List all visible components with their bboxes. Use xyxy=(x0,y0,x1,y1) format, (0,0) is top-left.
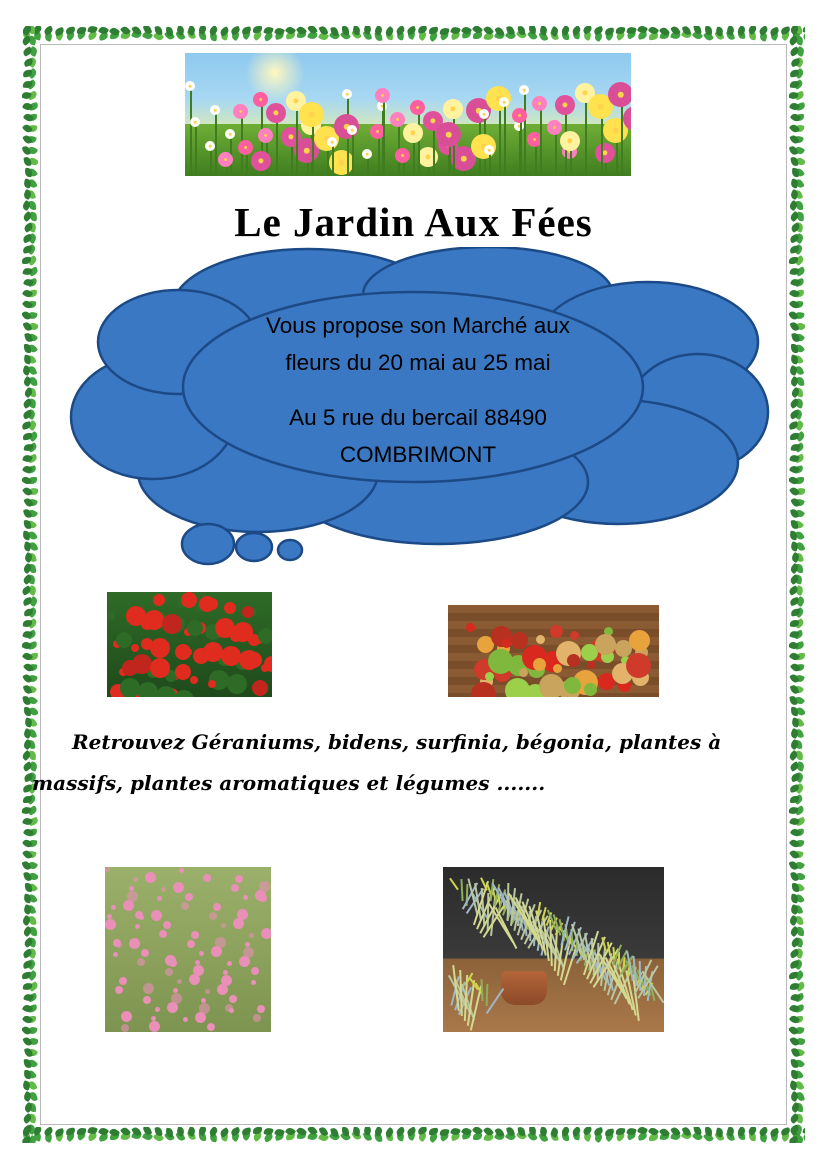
ivy-leaf xyxy=(791,707,798,716)
flower-bloom xyxy=(403,123,423,143)
gaura-bloom xyxy=(205,989,210,994)
flower-stem xyxy=(540,104,542,177)
gaura-bloom xyxy=(121,1011,132,1022)
vegetable-item xyxy=(629,630,650,651)
geranium-bloom xyxy=(215,618,235,638)
geranium-bloom xyxy=(218,674,230,686)
gaura-bloom xyxy=(235,875,243,883)
gaura-bloom xyxy=(135,924,140,929)
gaura-bloom xyxy=(143,996,151,1004)
gaura-bloom xyxy=(165,968,173,976)
geranium-bloom xyxy=(252,680,268,696)
flower-bloom xyxy=(512,108,527,123)
ivy-leaf xyxy=(219,1127,230,1137)
geranium-bloom xyxy=(258,628,272,644)
gaura-bloom xyxy=(105,919,116,930)
ivy-leaf xyxy=(23,894,31,904)
geranium-bloom xyxy=(131,644,139,652)
flower-stem xyxy=(352,130,354,176)
geranium-bloom xyxy=(208,680,216,688)
flower-bloom xyxy=(185,81,195,91)
ivy-leaf xyxy=(705,26,712,35)
gaura-bloom xyxy=(253,1014,261,1022)
gaura-bloom xyxy=(177,979,182,984)
gaura-bloom xyxy=(229,995,237,1003)
gaura-bloom xyxy=(199,1003,210,1014)
ivy-leaf xyxy=(705,1127,712,1136)
cloud-line-3: Au 5 rue du bercail 88490 xyxy=(289,405,547,430)
flower-bloom xyxy=(410,100,425,115)
flower-bloom xyxy=(499,97,509,107)
gaura-bloom xyxy=(261,928,271,939)
geranium-bloom xyxy=(221,646,241,666)
red-geranium-image xyxy=(107,592,272,697)
gaura-bloom xyxy=(221,975,232,986)
gaura-bloom xyxy=(179,868,184,873)
ivy-leaf xyxy=(219,26,230,36)
flower-bloom xyxy=(555,95,575,115)
gaura-bloom xyxy=(173,882,184,893)
ivy-leaf xyxy=(43,1127,54,1137)
flower-bloom xyxy=(210,105,220,115)
gaura-bloom xyxy=(251,967,259,975)
flower-bloom xyxy=(532,96,547,111)
vegetable-item xyxy=(519,668,528,677)
geranium-bloom xyxy=(150,658,170,678)
gaura-bloom xyxy=(231,884,239,892)
geranium-bloom xyxy=(132,654,152,674)
geranium-bloom xyxy=(227,674,247,694)
vegetable-item xyxy=(533,658,546,671)
flower-stem xyxy=(585,93,587,176)
ivy-leaf xyxy=(342,26,349,35)
flower-stem xyxy=(520,116,522,177)
grass-blade xyxy=(449,878,459,891)
gaura-bloom xyxy=(139,915,144,920)
gaura-bloom xyxy=(171,993,182,1004)
vegetable-item xyxy=(539,674,564,697)
gaura-bloom xyxy=(149,1021,160,1032)
flower-stem xyxy=(195,122,197,176)
flower-bloom xyxy=(608,82,631,107)
plants-list-text xyxy=(32,722,752,804)
geranium-bloom xyxy=(138,682,158,697)
flower-stem xyxy=(383,96,385,177)
gaura-bloom xyxy=(143,983,154,994)
ivy-leaf xyxy=(791,883,798,892)
plants-list-line-1: Retrouvez Géraniums, bidens, surfinia, bégonia, plantes à xyxy=(72,730,722,754)
flower-stem xyxy=(296,101,298,176)
flower-stem xyxy=(504,102,506,176)
flower-stem xyxy=(332,142,334,176)
ivy-leaf xyxy=(790,894,798,904)
gaura-bloom xyxy=(229,1008,234,1013)
gaura-bloom xyxy=(115,986,123,994)
geranium-bloom xyxy=(224,602,236,614)
vegetable-item xyxy=(626,653,651,678)
geranium-bloom xyxy=(233,622,253,642)
border-ivy-top xyxy=(22,26,805,42)
gaura-bloom xyxy=(129,938,140,949)
cloud-text-block xyxy=(178,307,658,473)
flower-bloom xyxy=(436,122,461,147)
geranium-bloom xyxy=(144,610,164,630)
geranium-bloom xyxy=(190,676,198,684)
flower-stem xyxy=(190,86,192,176)
cloud-line-1: Vous propose son Marché aux xyxy=(266,313,570,338)
banner-flower-meadow-image xyxy=(185,53,631,176)
geranium-bloom xyxy=(184,648,192,656)
gaura-bloom xyxy=(163,921,171,929)
gaura-bloom xyxy=(209,912,217,920)
geranium-bloom xyxy=(116,632,132,648)
vegetable-item xyxy=(584,683,597,696)
geranium-bloom xyxy=(153,594,165,606)
ivy-leaf xyxy=(24,717,33,727)
vegetable-basket-image xyxy=(448,605,659,697)
gaura-bloom xyxy=(227,961,232,966)
flower-bloom xyxy=(560,131,580,151)
flower-bloom xyxy=(251,151,271,171)
page-title: Le Jardin Aux Fées xyxy=(234,199,593,245)
gaura-bloom xyxy=(111,905,116,910)
gaura-bloom xyxy=(133,877,138,882)
ivy-leaf xyxy=(23,1059,31,1069)
border-ivy-left xyxy=(22,26,38,1143)
gaura-bloom xyxy=(105,867,110,872)
gaura-bloom xyxy=(151,910,162,921)
gaura-bloom xyxy=(145,872,156,883)
vegetable-item xyxy=(564,677,581,694)
flower-bloom xyxy=(443,99,463,119)
ivy-leaf xyxy=(43,26,54,36)
vegetable-item xyxy=(570,631,579,640)
gaura-bloom xyxy=(119,977,127,985)
terracotta-pot xyxy=(501,971,547,1005)
gaura-bloom xyxy=(161,887,166,892)
geranium-bloom xyxy=(199,596,215,612)
geranium-bloom xyxy=(141,638,153,650)
gaura-bloom xyxy=(221,923,226,928)
grass-blade xyxy=(460,879,463,901)
flower-bloom xyxy=(595,143,615,163)
geranium-bloom xyxy=(107,612,115,620)
ivy-leaf xyxy=(166,26,173,35)
ivy-leaf xyxy=(342,1127,349,1136)
ornamental-grasses-image xyxy=(443,867,664,1032)
flower-bloom xyxy=(362,149,372,159)
gaura-bloom xyxy=(155,1007,160,1012)
ivy-leaf xyxy=(791,717,800,727)
gaura-bloom xyxy=(113,952,118,957)
gaura-bloom xyxy=(191,931,199,939)
flower-bloom xyxy=(253,92,268,107)
flower-bloom xyxy=(238,140,253,155)
flower-stem xyxy=(215,110,217,176)
flower-bloom xyxy=(347,125,357,135)
ivy-leaf xyxy=(791,344,798,353)
geranium-bloom xyxy=(239,650,259,670)
gaura-bloom xyxy=(185,893,193,901)
flower-bloom xyxy=(375,88,390,103)
vegetable-item xyxy=(466,623,475,632)
flower-bloom xyxy=(299,102,324,127)
geranium-bloom xyxy=(203,642,223,662)
geranium-bloom xyxy=(181,592,197,608)
border-ivy-bottom xyxy=(22,1127,805,1143)
ivy-leaf xyxy=(791,168,798,177)
flower-bloom xyxy=(395,148,410,163)
geranium-bloom xyxy=(187,620,203,636)
gaura-bloom xyxy=(251,980,256,985)
flower-bloom xyxy=(484,145,494,155)
gaura-bloom xyxy=(193,965,204,976)
gaura-bloom xyxy=(215,937,226,948)
gaura-bloom xyxy=(203,874,211,882)
vegetable-item xyxy=(505,678,530,697)
ivy-leaf xyxy=(24,707,31,716)
gaura-bloom xyxy=(127,891,138,902)
vegetable-item xyxy=(567,654,580,667)
flower-bloom xyxy=(390,112,405,127)
cloud-line-2: fleurs du 20 mai au 25 mai xyxy=(285,350,551,375)
geranium-bloom xyxy=(107,592,115,600)
grass-blade xyxy=(480,979,483,1001)
gaura-bloom xyxy=(137,958,145,966)
gaura-bloom xyxy=(183,1017,188,1022)
flower-bloom xyxy=(342,89,352,99)
flower-bloom xyxy=(266,103,286,123)
flower-bloom xyxy=(190,117,200,127)
ivy-leaf xyxy=(166,1127,173,1136)
flower-bloom xyxy=(233,104,248,119)
geranium-bloom xyxy=(150,638,170,658)
flower-bloom xyxy=(519,85,529,95)
gaura-bloom xyxy=(121,1024,129,1032)
vegetable-item xyxy=(485,672,494,681)
gaura-bloom xyxy=(249,933,254,938)
plants-list-line-2: massifs, plantes aromatiques et légumes ....... xyxy=(32,771,546,795)
ivy-leaf xyxy=(24,883,31,892)
gaura-bloom xyxy=(243,947,254,958)
vegetable-item xyxy=(536,635,545,644)
gaura-bloom xyxy=(187,940,195,948)
gaura-bloom xyxy=(257,1005,265,1013)
vegetable-item xyxy=(595,634,616,655)
gaura-bloom xyxy=(157,896,162,901)
vegetable-item xyxy=(550,625,563,638)
gaura-bloom xyxy=(159,930,167,938)
geranium-bloom xyxy=(175,664,191,680)
pink-gaura-image xyxy=(105,867,271,1032)
flower-bloom xyxy=(418,147,438,167)
flower-bloom xyxy=(479,109,489,119)
gaura-bloom xyxy=(169,959,177,967)
flower-stem xyxy=(524,90,526,176)
vegetable-item xyxy=(488,649,513,674)
vegetable-item xyxy=(502,639,511,648)
gaura-bloom xyxy=(181,902,189,910)
geranium-bloom xyxy=(120,678,140,697)
thought-cloud xyxy=(58,247,770,597)
flower-bloom xyxy=(218,152,233,167)
vegetable-item xyxy=(587,660,596,669)
ivy-leaf xyxy=(790,1059,798,1069)
gaura-bloom xyxy=(259,881,270,892)
vegetable-item xyxy=(553,664,562,673)
cloud-line-4: COMBRIMONT xyxy=(339,442,497,467)
gaura-bloom xyxy=(207,1023,215,1031)
grass-blade xyxy=(486,988,504,1014)
flower-bloom xyxy=(547,120,562,135)
ivy-leaf xyxy=(24,168,31,177)
geranium-bloom xyxy=(242,606,254,618)
ivy-leaf xyxy=(24,344,31,353)
gaura-bloom xyxy=(141,949,149,957)
geranium-bloom xyxy=(162,614,182,634)
gaura-bloom xyxy=(259,894,267,902)
geranium-bloom xyxy=(126,606,146,626)
gaura-bloom xyxy=(237,909,248,920)
gaura-bloom xyxy=(199,951,204,956)
flower-bloom xyxy=(205,141,215,151)
flower-bloom xyxy=(327,137,337,147)
gaura-bloom xyxy=(213,903,221,911)
grass-blade xyxy=(486,984,489,1006)
flower-bloom xyxy=(225,129,235,139)
gaura-bloom xyxy=(117,943,122,948)
gaura-bloom xyxy=(243,895,248,900)
flower-bloom xyxy=(258,128,273,143)
vegetable-item xyxy=(511,632,528,649)
geranium-bloom xyxy=(174,690,194,697)
border-ivy-right xyxy=(789,26,805,1143)
